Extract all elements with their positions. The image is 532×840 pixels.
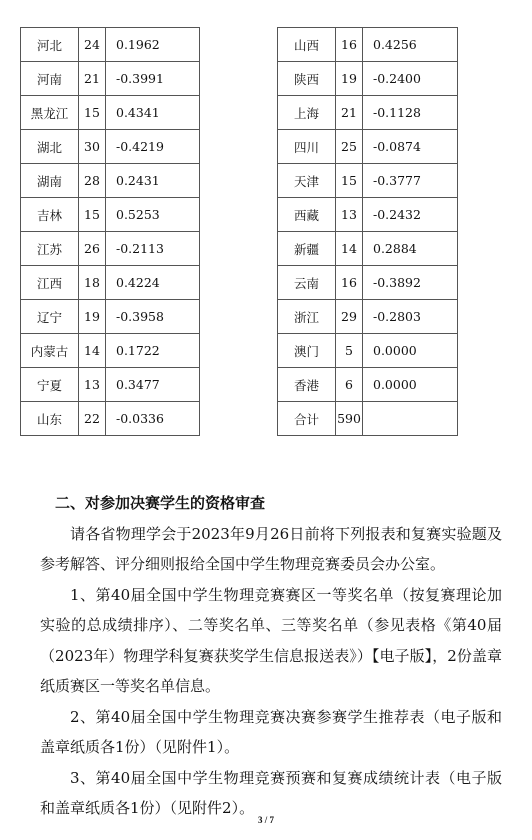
table-row [21, 402, 200, 436]
quota-table-left [20, 27, 200, 436]
province-cell: 湖南 [21, 164, 79, 198]
province-cell: 上海 [278, 96, 336, 130]
count-cell: 5 [336, 334, 363, 368]
value-cell: -0.2400 [363, 62, 458, 96]
count-cell: 18 [79, 266, 106, 300]
value-cell: 0.4341 [106, 96, 200, 130]
count-cell: 14 [79, 334, 106, 368]
value-cell: -0.3892 [363, 266, 458, 300]
count-cell: 14 [336, 232, 363, 266]
item-2-paragraph: 2、第40届全国中学生物理竞赛决赛参赛学生推荐表（电子版和盖章纸质各1份）（见附件1）。 [40, 707, 502, 756]
table-row [21, 300, 200, 334]
table-row [21, 28, 200, 62]
count-cell: 28 [79, 164, 106, 198]
value-cell [363, 402, 458, 436]
table-row [21, 232, 200, 266]
province-cell: 山西 [278, 28, 336, 62]
count-cell: 6 [336, 368, 363, 402]
value-cell: -0.0874 [363, 130, 458, 164]
count-cell: 21 [79, 62, 106, 96]
table-row [278, 62, 458, 96]
intro-paragraph: 请各省物理学会于2023年9月26日前将下列报表和复赛实验题及参考解答、评分细则报给全国中学生物理竞赛委员会办公室。 [40, 524, 502, 573]
value-cell: 0.4224 [106, 266, 200, 300]
count-cell: 29 [336, 300, 363, 334]
value-cell: -0.1128 [363, 96, 458, 130]
count-cell: 26 [79, 232, 106, 266]
province-cell: 陕西 [278, 62, 336, 96]
province-cell: 河北 [21, 28, 79, 62]
table-row [278, 300, 458, 334]
value-cell: 0.0000 [363, 368, 458, 402]
table-row [278, 96, 458, 130]
province-cell: 浙江 [278, 300, 336, 334]
table-row [21, 198, 200, 232]
count-cell: 16 [336, 266, 363, 300]
count-cell: 15 [79, 96, 106, 130]
count-cell: 25 [336, 130, 363, 164]
table-row [278, 130, 458, 164]
value-cell: -0.2432 [363, 198, 458, 232]
count-cell: 19 [336, 62, 363, 96]
section-heading: 二、对参加决赛学生的资格审查 [55, 494, 266, 512]
table-row [21, 62, 200, 96]
province-cell: 云南 [278, 266, 336, 300]
count-cell: 13 [336, 198, 363, 232]
value-cell: 0.2884 [363, 232, 458, 266]
count-cell: 15 [79, 198, 106, 232]
province-cell: 黑龙江 [21, 96, 79, 130]
item-3-paragraph: 3、第40届全国中学生物理竞赛预赛和复赛成绩统计表（电子版和盖章纸质各1份）（见附件2）。 [40, 768, 502, 817]
item-1-paragraph: 1、第40届全国中学生物理竞赛赛区一等奖名单（按复赛理论加实验的总成绩排序）、二等奖名单、三等奖名单（参见表格《第40届（2023年）物理学科复赛获奖学生信息报送表》）【电子版】，2份盖章纸质赛区一等奖名单信息。 [40, 585, 502, 695]
table-row [21, 130, 200, 164]
value-cell: -0.3958 [106, 300, 200, 334]
province-cell: 合计 [278, 402, 336, 436]
table-row [278, 232, 458, 266]
table-row [21, 96, 200, 130]
province-cell: 辽宁 [21, 300, 79, 334]
table-row [278, 266, 458, 300]
table-row [21, 164, 200, 198]
table-row [21, 266, 200, 300]
count-cell: 590 [336, 402, 363, 436]
table-row [21, 368, 200, 402]
province-cell: 山东 [21, 402, 79, 436]
value-cell: 0.1722 [106, 334, 200, 368]
count-cell: 24 [79, 28, 106, 62]
count-cell: 30 [79, 130, 106, 164]
count-cell: 13 [79, 368, 106, 402]
value-cell: -0.2803 [363, 300, 458, 334]
value-cell: 0.0000 [363, 334, 458, 368]
table-row [278, 164, 458, 198]
page-number: 3 / 7 [257, 815, 274, 825]
table-row [278, 28, 458, 62]
province-cell: 江西 [21, 266, 79, 300]
value-cell: -0.0336 [106, 402, 200, 436]
value-cell: 0.2431 [106, 164, 200, 198]
table-row [278, 334, 458, 368]
province-cell: 四川 [278, 130, 336, 164]
value-cell: -0.3777 [363, 164, 458, 198]
province-cell: 西藏 [278, 198, 336, 232]
value-cell: -0.2113 [106, 232, 200, 266]
count-cell: 15 [336, 164, 363, 198]
qualification-review-section [40, 488, 502, 824]
table-row [278, 368, 458, 402]
table-row [278, 198, 458, 232]
count-cell: 21 [336, 96, 363, 130]
province-cell: 江苏 [21, 232, 79, 266]
value-cell: 0.4256 [363, 28, 458, 62]
value-cell: 0.3477 [106, 368, 200, 402]
province-cell: 新疆 [278, 232, 336, 266]
quota-table-right [277, 27, 458, 436]
count-cell: 19 [79, 300, 106, 334]
value-cell: -0.4219 [106, 130, 200, 164]
province-cell: 香港 [278, 368, 336, 402]
count-cell: 22 [79, 402, 106, 436]
table-row [21, 334, 200, 368]
province-cell: 吉林 [21, 198, 79, 232]
province-cell: 河南 [21, 62, 79, 96]
province-cell: 内蒙古 [21, 334, 79, 368]
count-cell: 16 [336, 28, 363, 62]
value-cell: 0.5253 [106, 198, 200, 232]
province-cell: 澳门 [278, 334, 336, 368]
province-cell: 湖北 [21, 130, 79, 164]
value-cell: -0.3991 [106, 62, 200, 96]
value-cell: 0.1962 [106, 28, 200, 62]
province-cell: 天津 [278, 164, 336, 198]
table-row [278, 402, 458, 436]
province-cell: 宁夏 [21, 368, 79, 402]
